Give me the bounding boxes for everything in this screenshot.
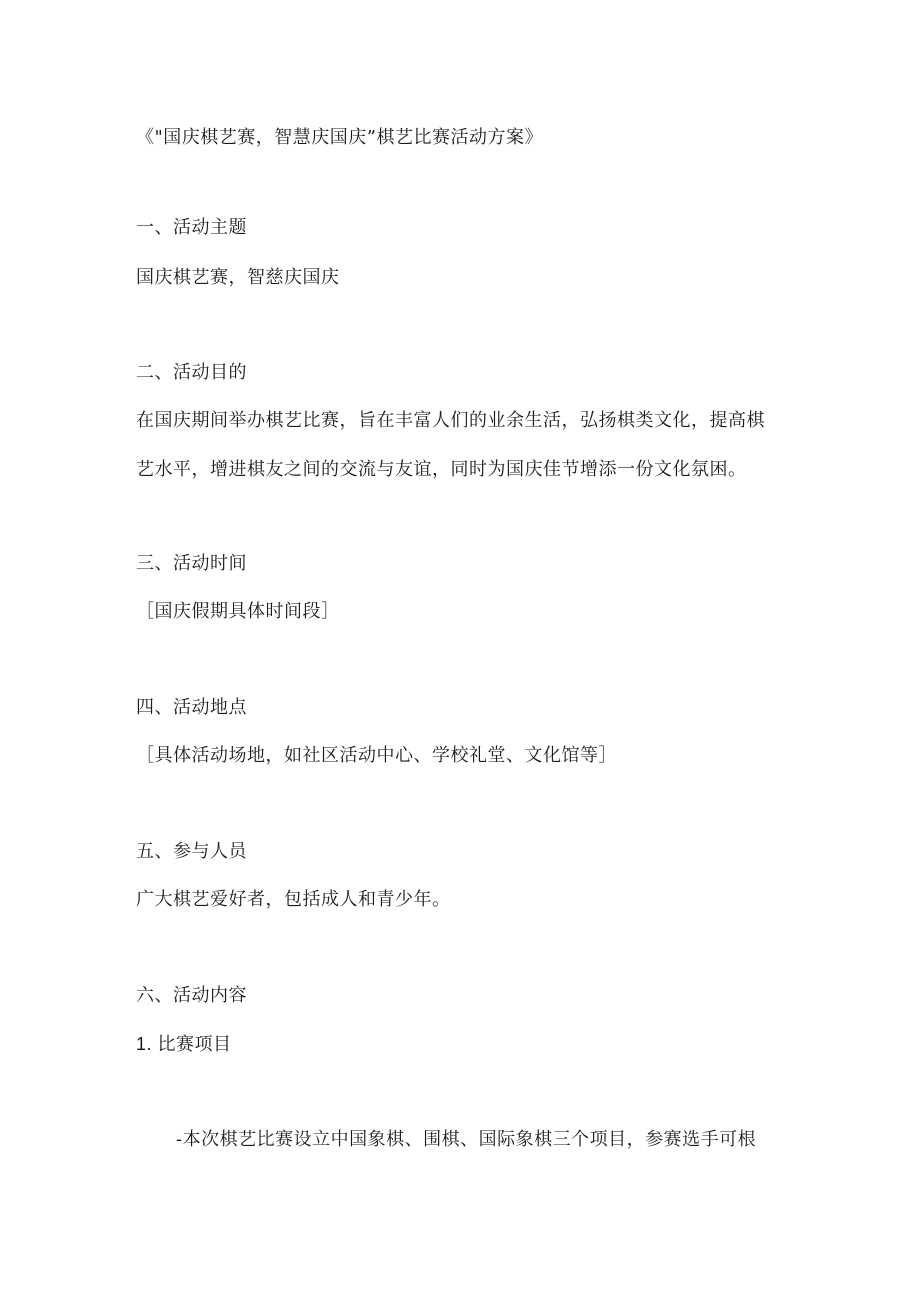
section-body-purpose-line-2: 艺水平，增进棋友之间的交流与友谊，同时为国庆佳节增添一份文化氛困。 <box>136 459 747 480</box>
section-heading-purpose: 二、活动目的 <box>136 362 247 383</box>
section-heading-location: 四、活动地点 <box>136 697 247 718</box>
section-body-participants: 广大棋艺爱好者，包括成人和青少年。 <box>136 889 451 910</box>
section-body-theme: 国庆棋艺赛，智慈庆国庆 <box>136 267 340 288</box>
section-heading-participants: 五、参与人员 <box>136 841 247 862</box>
section-body-time: ［国庆假期具体时间段］ <box>136 601 340 622</box>
section-heading-time: 三、活动时间 <box>136 553 247 574</box>
section-heading-theme: 一、活动主题 <box>136 217 247 238</box>
section-body-location: ［具体活动场地，如社区活动中心、学校礼堂、文化馆等］ <box>136 745 617 766</box>
section-body-purpose-line-1: 在国庆期间举办棋艺比赛，旨在丰富人们的业余生活，弘扬棋类文化，提高棋 <box>136 410 765 431</box>
document-title: 《"国庆棋艺赛，智慧庆国庆”棋艺比赛活动方案》 <box>136 127 543 148</box>
section-heading-content: 六、活动内容 <box>136 985 247 1006</box>
section-body-items: -本次棋艺比赛设立中国象棋、围棋、国际象棋三个项目，参赛选手可根 <box>176 1129 757 1150</box>
section-subheading-items: 1. 比赛项目 <box>136 1034 232 1054</box>
